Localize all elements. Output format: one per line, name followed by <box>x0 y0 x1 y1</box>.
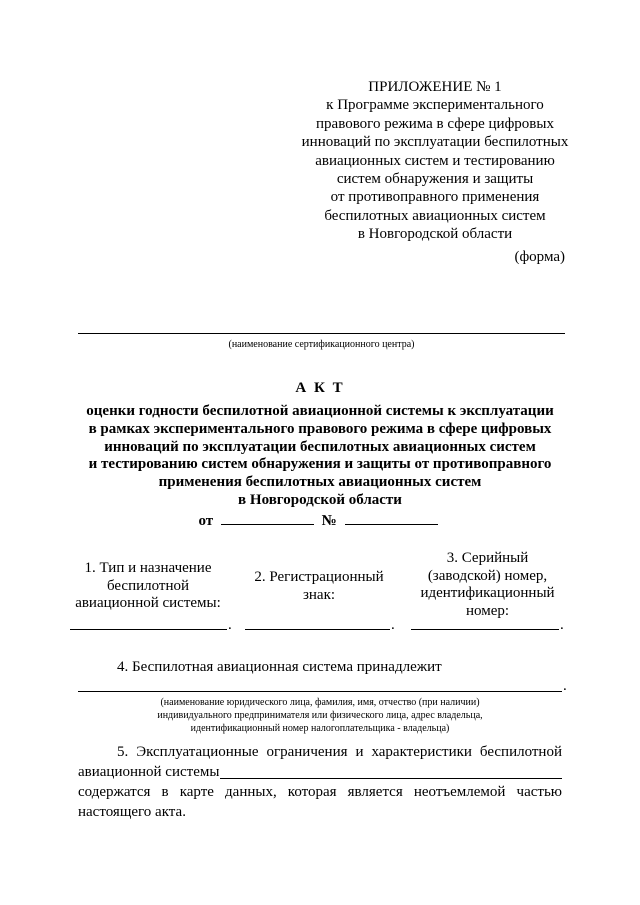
item5-line: содержатся в карте данных, которая является неотъемлемой частью <box>78 784 562 800</box>
appendix-line: правового режима в сфере цифровых <box>316 115 554 132</box>
act-subtitle-line: оценки годности беспилотной авиационной системы к эксплуатации <box>86 403 554 419</box>
item5-line: настоящего акта. <box>78 804 186 820</box>
act-subtitle-line: в Новгородской области <box>238 491 402 508</box>
act-date-number-row <box>0 510 640 530</box>
appendix-line: систем обнаружения и защиты <box>336 171 534 188</box>
act-subtitle-line: в рамках экспериментального правового режима в сфере цифровых <box>88 420 552 437</box>
act-subtitle-line: и тестированию систем обнаружения и защиты от противоправного <box>88 456 552 473</box>
column-label-line: 3. Серийный <box>446 550 529 566</box>
serial-number-field[interactable] <box>411 629 559 630</box>
item5-paragraph <box>78 742 562 822</box>
field-period: . <box>560 617 564 633</box>
system-identification-columns <box>0 548 640 638</box>
column-label-line: знак: <box>302 586 336 603</box>
registration-mark-field[interactable] <box>245 629 390 630</box>
field-period: . <box>563 678 567 694</box>
form-label: (форма) <box>514 249 565 265</box>
item4-owner-label: 4. Беспилотная авиационная система принадлежит <box>117 659 442 675</box>
column-label-line: (заводской) номер, <box>427 567 548 584</box>
act-number-field[interactable] <box>345 510 438 525</box>
act-subtitle <box>60 403 580 510</box>
appendix-line: к Программе экспериментального <box>326 97 544 114</box>
operational-limits-field[interactable] <box>220 778 562 779</box>
act-subtitle-line: инноваций по эксплуатации беспилотных авиационных систем <box>104 438 536 455</box>
item5-line: авиационной системы <box>78 764 220 780</box>
item5-line-with-field <box>78 762 562 782</box>
column-label-line: 1. Тип и назначение <box>84 560 212 576</box>
appendix-header <box>270 78 600 244</box>
owner-caption-line: идентификационный номер налогоплательщика - владельца) <box>190 723 450 735</box>
certification-center-field[interactable] <box>78 333 565 334</box>
column-type-purpose <box>68 560 228 613</box>
number-sign: № <box>321 513 337 529</box>
owner-caption-line: индивидуального предпринимателя или физического лица, адрес владельца, <box>157 710 483 722</box>
column-label-line: беспилотной <box>106 577 190 594</box>
owner-caption-line: (наименование юридического лица, фамилия, имя, отчество (при наличии) <box>160 697 480 708</box>
column-label-line: 2. Регистрационный <box>254 569 384 585</box>
type-purpose-field[interactable] <box>70 629 227 630</box>
act-date-field[interactable] <box>221 510 314 525</box>
column-serial-number <box>405 550 570 620</box>
field-period: . <box>391 617 395 633</box>
appendix-line: в Новгородской области <box>357 226 513 243</box>
owner-caption <box>78 696 562 736</box>
act-subtitle-line: применения беспилотных авиационных систем <box>158 474 482 491</box>
act-title: А К Т <box>295 380 345 396</box>
date-prefix: от <box>198 513 214 529</box>
certification-center-caption: (наименование сертификационного центра) <box>228 339 415 350</box>
appendix-line: от противоправного применения <box>330 189 540 206</box>
appendix-line: беспилотных авиационных систем <box>324 207 546 224</box>
field-period: . <box>228 617 232 633</box>
appendix-line: авиационных систем и тестированию <box>315 152 555 169</box>
owner-field[interactable] <box>78 691 562 692</box>
column-label-line: авиационной системы: <box>75 595 221 611</box>
column-registration-mark <box>243 569 395 604</box>
column-label-line: идентификационный <box>420 585 555 601</box>
appendix-line: ПРИЛОЖЕНИЕ № 1 <box>368 79 502 95</box>
column-label-line: номер: <box>465 602 510 619</box>
appendix-line: инноваций по эксплуатации беспилотных <box>301 134 569 151</box>
item5-line: 5. Эксплуатационные ограничения и характеристики беспилотной <box>117 744 562 760</box>
